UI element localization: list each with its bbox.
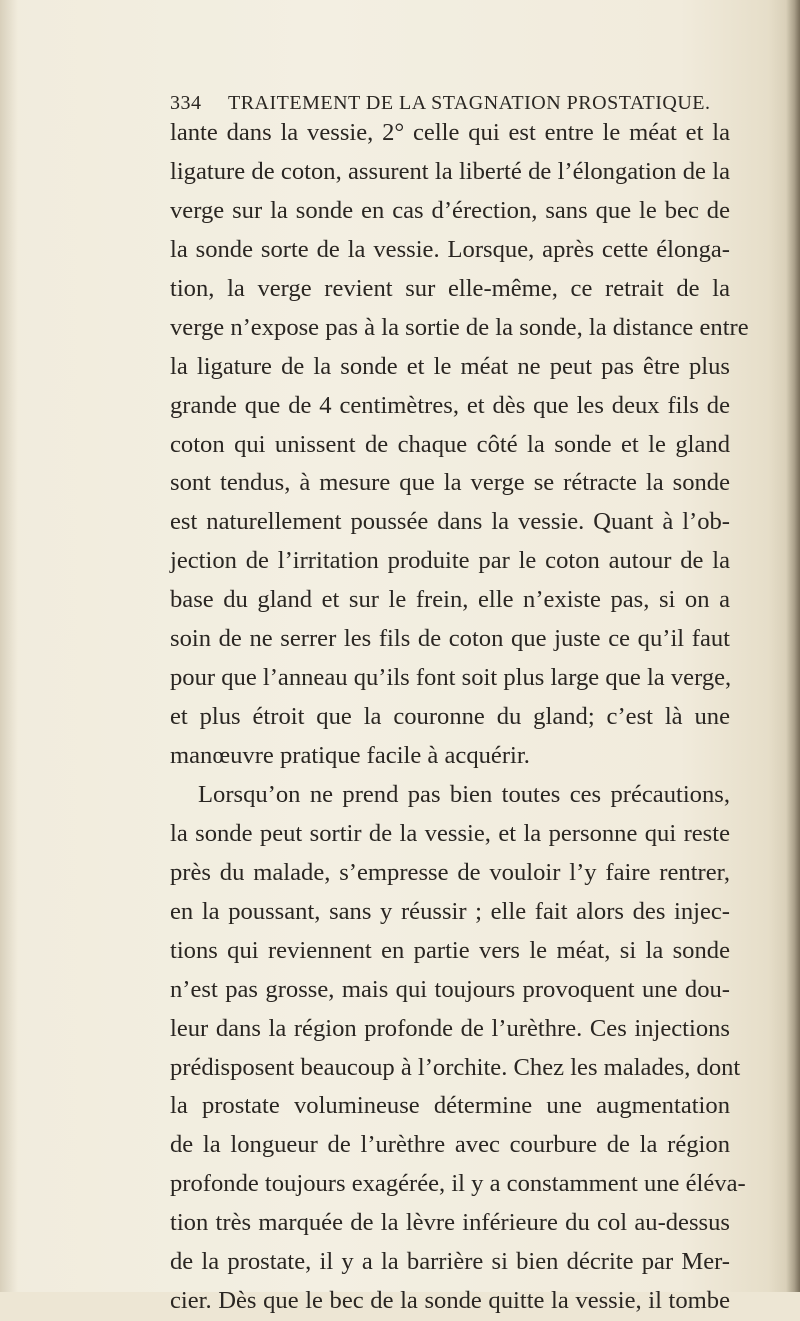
page-number: 334 xyxy=(170,92,202,114)
text-line: jection de l’irritation produite par le coton autour de la xyxy=(170,547,730,575)
text-line: de la prostate, il y a la barrière si bien décrite par Mer- xyxy=(170,1248,730,1276)
text-line: la sonde sorte de la vessie. Lorsque, après cette élonga- xyxy=(170,235,730,263)
body-text xyxy=(170,114,749,1321)
text-line: soin de ne serrer les fils de coton que juste ce qu’il faut xyxy=(170,625,730,653)
text-line: n’est pas grosse, mais qui toujours provoquent une dou- xyxy=(170,975,730,1003)
text-line: et plus étroit que la couronne du gland; c’est là une xyxy=(170,703,730,731)
text-line: tion très marquée de la lèvre inférieure du col au-dessus xyxy=(170,1209,730,1237)
text-line: pour que l’anneau qu’ils font soit plus large que la verge, xyxy=(170,664,732,692)
running-title: TRAITEMENT DE LA STAGNATION PROSTATIQUE. xyxy=(228,92,711,114)
text-line: leur dans la région profonde de l’urèthre. Ces injections xyxy=(170,1014,730,1042)
text-line: en la poussant, sans y réussir ; elle fait alors des injec- xyxy=(170,897,730,925)
text-line: verge sur la sonde en cas d’érection, sans que le bec de xyxy=(170,196,730,224)
text-line-paragraph-start: Lorsqu’on ne prend pas bien toutes ces précautions, xyxy=(198,780,730,808)
text-line: coton qui unissent de chaque côté la sonde et le gland xyxy=(170,430,730,458)
text-line: prédisposent beaucoup à l’orchite. Chez les malades, dont xyxy=(170,1053,741,1081)
page-binding-edge xyxy=(786,0,800,1292)
text-line: la sonde peut sortir de la vessie, et la personne qui reste xyxy=(170,819,730,847)
text-line: verge n’expose pas à la sortie de la sonde, la distance entre xyxy=(170,313,749,341)
text-line: la ligature de la sonde et le méat ne peut pas être plus xyxy=(170,352,730,380)
page-left-shadow xyxy=(0,0,18,1292)
text-line: la prostate volumineuse détermine une augmentation xyxy=(170,1092,730,1120)
text-line: lante dans la vessie, 2° celle qui est entre le méat et la xyxy=(170,119,730,146)
text-line: près du malade, s’empresse de vouloir l’y faire rentrer, xyxy=(170,858,730,886)
text-line: cier. Dès que le bec de la sonde quitte la vessie, il tombe xyxy=(170,1287,730,1315)
text-line: est naturellement poussée dans la vessie. Quant à l’ob- xyxy=(170,508,730,536)
text-line: base du gland et sur le frein, elle n’existe pas, si on a xyxy=(170,586,730,614)
text-line: sont tendus, à mesure que la verge se rétracte la sonde xyxy=(170,469,730,497)
text-line: tions qui reviennent en partie vers le méat, si la sonde xyxy=(170,936,730,964)
text-line: grande que de 4 centimètres, et dès que les deux fils de xyxy=(170,391,730,419)
text-line: profonde toujours exagérée, il y a constamment une éléva- xyxy=(170,1170,746,1198)
text-line: tion, la verge revient sur elle-même, ce retrait de la xyxy=(170,274,730,302)
text-line: de la longueur de l’urèthre avec courbure de la région xyxy=(170,1131,730,1159)
text-line: ligature de coton, assurent la liberté de l’élongation de la xyxy=(170,157,730,185)
text-line-paragraph-end: manœuvre pratique facile à acquérir. xyxy=(170,742,530,769)
